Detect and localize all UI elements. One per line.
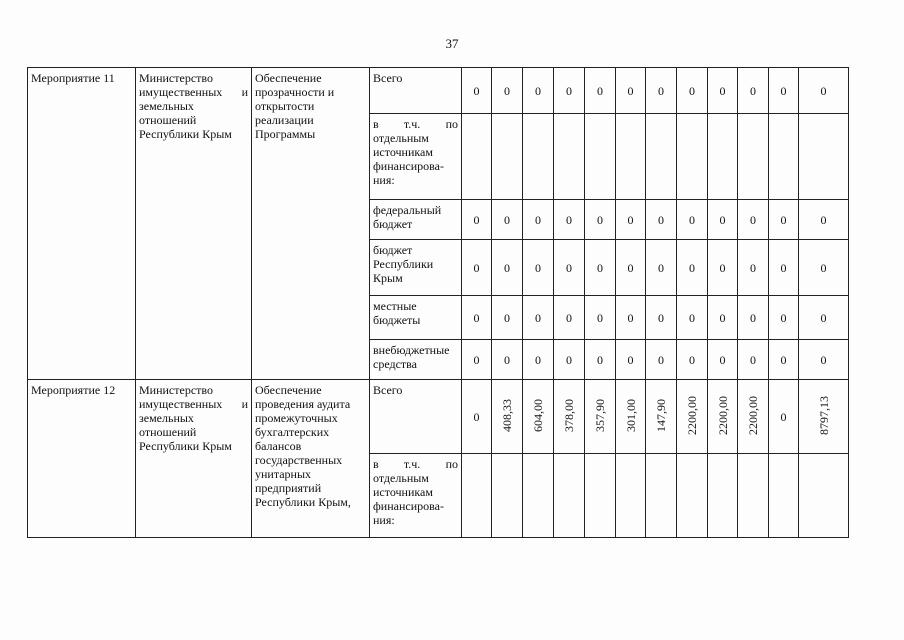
cell-line: имущественных и — [139, 397, 248, 411]
value-cell — [769, 454, 799, 538]
cell-line: Всего — [373, 383, 403, 397]
source-label — [370, 296, 462, 340]
value-text: 604,00 — [531, 398, 545, 432]
value-cell: 0 — [616, 296, 646, 340]
cell-line: отношений — [139, 425, 197, 439]
cell-line: бюджеты — [373, 313, 421, 327]
cell-line: имущественных и — [139, 85, 248, 99]
value-cell: 0 — [769, 380, 799, 454]
value-cell — [616, 380, 646, 454]
value-cell: 0 — [554, 200, 585, 240]
value-cell: 0 — [616, 340, 646, 380]
source-label — [370, 68, 462, 114]
value-cell: 0 — [585, 200, 616, 240]
value-text: 2200,00 — [715, 395, 730, 435]
cell-line: бухгалтерских — [255, 425, 330, 439]
value-cell: 0 — [585, 68, 616, 114]
value-cell: 0 — [554, 240, 585, 296]
source-label — [370, 340, 462, 380]
value-cell — [799, 454, 849, 538]
value-cell: 0 — [616, 68, 646, 114]
value-text: 147,90 — [654, 398, 668, 432]
value-cell — [677, 380, 708, 454]
value-cell: 0 — [492, 200, 523, 240]
value-cell: 0 — [523, 296, 554, 340]
value-cell: 0 — [769, 296, 799, 340]
measure-name: Мероприятие 11 — [28, 68, 136, 380]
table-row — [28, 380, 849, 454]
value-text: 378,00 — [562, 398, 576, 432]
value-cell — [585, 114, 616, 200]
value-cell — [492, 380, 523, 454]
value-cell: 0 — [523, 340, 554, 380]
executor-cell — [136, 380, 252, 538]
value-cell: 0 — [799, 240, 849, 296]
cell-line: отдельным — [373, 471, 429, 485]
value-cell — [554, 114, 585, 200]
value-cell: 0 — [462, 68, 492, 114]
value-cell — [708, 454, 738, 538]
value-cell: 0 — [492, 296, 523, 340]
value-cell: 0 — [738, 296, 769, 340]
value-cell — [523, 380, 554, 454]
cell-line: Республики Крым — [139, 439, 232, 453]
value-cell — [616, 114, 646, 200]
value-cell: 0 — [523, 240, 554, 296]
cell-line: источникам — [373, 145, 433, 159]
value-text: 301,00 — [623, 398, 638, 432]
value-cell: 0 — [646, 340, 677, 380]
financing-table — [27, 67, 849, 538]
value-cell: 0 — [677, 68, 708, 114]
cell-line: ния: — [373, 173, 395, 187]
value-cell — [523, 454, 554, 538]
cell-line: источникам — [373, 485, 433, 499]
cell-line: федеральный — [373, 203, 442, 217]
value-cell: 0 — [616, 200, 646, 240]
value-cell: 0 — [462, 380, 492, 454]
value-cell: 0 — [769, 200, 799, 240]
value-cell — [646, 380, 677, 454]
value-cell: 0 — [646, 240, 677, 296]
cell-line: открытости — [255, 99, 315, 113]
value-cell: 0 — [708, 200, 738, 240]
value-text: 2200,00 — [746, 395, 760, 435]
value-cell: 0 — [769, 340, 799, 380]
value-cell: 0 — [677, 340, 708, 380]
source-label — [370, 200, 462, 240]
cell-line: реализации — [255, 113, 314, 127]
value-text: 408,33 — [500, 398, 514, 432]
value-cell — [616, 454, 646, 538]
value-cell — [646, 114, 677, 200]
value-cell — [492, 114, 523, 200]
source-label — [370, 114, 462, 200]
executor-cell — [136, 68, 252, 380]
cell-line: в т.ч. по — [373, 457, 458, 471]
value-cell — [738, 454, 769, 538]
value-cell: 0 — [523, 68, 554, 114]
cell-line: финансирова- — [373, 499, 444, 513]
cell-line: Обеспечение — [255, 383, 322, 397]
cell-line: средства — [373, 357, 418, 371]
cell-line: отношений — [139, 113, 197, 127]
value-cell: 0 — [646, 296, 677, 340]
cell-line: Республики Крым — [139, 127, 232, 141]
cell-line: бюджет — [373, 217, 413, 231]
source-label — [370, 240, 462, 296]
cell-line: предприятий — [255, 481, 322, 495]
value-cell: 0 — [799, 68, 849, 114]
value-cell: 0 — [799, 340, 849, 380]
value-cell: 0 — [708, 296, 738, 340]
value-cell — [554, 380, 585, 454]
cell-line: прозрачности и — [255, 85, 335, 99]
value-cell — [677, 114, 708, 200]
value-cell: 0 — [799, 200, 849, 240]
value-cell — [677, 454, 708, 538]
table-row — [28, 68, 849, 114]
value-text: 2200,00 — [685, 395, 699, 435]
cell-line: финансирова- — [373, 159, 444, 173]
cell-line: государственных — [255, 453, 343, 467]
value-cell: 0 — [462, 240, 492, 296]
cell-line: проведения аудита — [255, 397, 351, 411]
value-cell: 0 — [646, 200, 677, 240]
value-cell: 0 — [585, 340, 616, 380]
source-label — [370, 454, 462, 538]
cell-line: бюджет — [373, 243, 413, 257]
value-cell — [738, 114, 769, 200]
value-cell — [523, 114, 554, 200]
cell-line: Обеспечение — [255, 71, 322, 85]
cell-line: земельных — [139, 99, 194, 113]
value-cell: 0 — [738, 68, 769, 114]
value-cell: 0 — [492, 240, 523, 296]
value-cell: 0 — [738, 200, 769, 240]
value-cell: 0 — [677, 240, 708, 296]
page-number: 37 — [445, 36, 459, 51]
value-cell: 0 — [799, 296, 849, 340]
cell-line: Всего — [373, 71, 403, 85]
cell-line: промежуточных — [255, 411, 338, 425]
value-cell — [708, 380, 738, 454]
cell-line: местные — [373, 299, 417, 313]
value-cell: 0 — [492, 340, 523, 380]
cell-line: Крым — [373, 271, 403, 285]
measure-name: Мероприятие 12 — [28, 380, 136, 538]
cell-line: отдельным — [373, 131, 429, 145]
value-cell: 0 — [708, 240, 738, 296]
cell-line: Министерство — [139, 71, 213, 85]
value-cell — [585, 380, 616, 454]
value-cell — [554, 454, 585, 538]
value-cell: 0 — [708, 340, 738, 380]
value-text: 8797,13 — [816, 395, 831, 435]
value-cell: 0 — [677, 296, 708, 340]
value-cell: 0 — [769, 240, 799, 296]
value-cell: 0 — [585, 296, 616, 340]
value-cell: 0 — [462, 340, 492, 380]
value-cell — [799, 114, 849, 200]
cell-line: внебюджетные — [373, 343, 450, 357]
value-cell: 0 — [523, 200, 554, 240]
value-cell — [585, 454, 616, 538]
value-cell: 0 — [585, 240, 616, 296]
value-cell — [769, 114, 799, 200]
value-cell: 0 — [677, 200, 708, 240]
purpose-cell — [252, 68, 370, 380]
value-cell: 0 — [554, 68, 585, 114]
value-cell — [462, 114, 492, 200]
cell-line: в т.ч. по — [373, 117, 458, 131]
cell-line: балансов — [255, 439, 302, 453]
cell-line: унитарных — [255, 467, 312, 481]
purpose-cell — [252, 380, 370, 538]
value-cell: 0 — [616, 240, 646, 296]
source-label — [370, 380, 462, 454]
cell-line: земельных — [139, 411, 194, 425]
value-cell: 0 — [462, 200, 492, 240]
value-cell: 0 — [738, 340, 769, 380]
value-cell — [799, 380, 849, 454]
value-cell: 0 — [708, 68, 738, 114]
cell-line: ния: — [373, 513, 395, 527]
value-cell: 0 — [492, 68, 523, 114]
value-cell: 0 — [738, 240, 769, 296]
value-cell — [462, 454, 492, 538]
value-cell — [646, 454, 677, 538]
cell-line: Республики Крым, — [255, 495, 351, 509]
value-cell: 0 — [554, 340, 585, 380]
cell-line: Министерство — [139, 383, 213, 397]
value-cell: 0 — [646, 68, 677, 114]
value-cell — [708, 114, 738, 200]
value-cell — [738, 380, 769, 454]
value-cell: 0 — [462, 296, 492, 340]
value-cell: 0 — [554, 296, 585, 340]
value-text: 357,90 — [593, 398, 607, 432]
cell-line: Программы — [255, 127, 316, 141]
cell-line: Республики — [373, 257, 434, 271]
value-cell — [492, 454, 523, 538]
value-cell: 0 — [769, 68, 799, 114]
